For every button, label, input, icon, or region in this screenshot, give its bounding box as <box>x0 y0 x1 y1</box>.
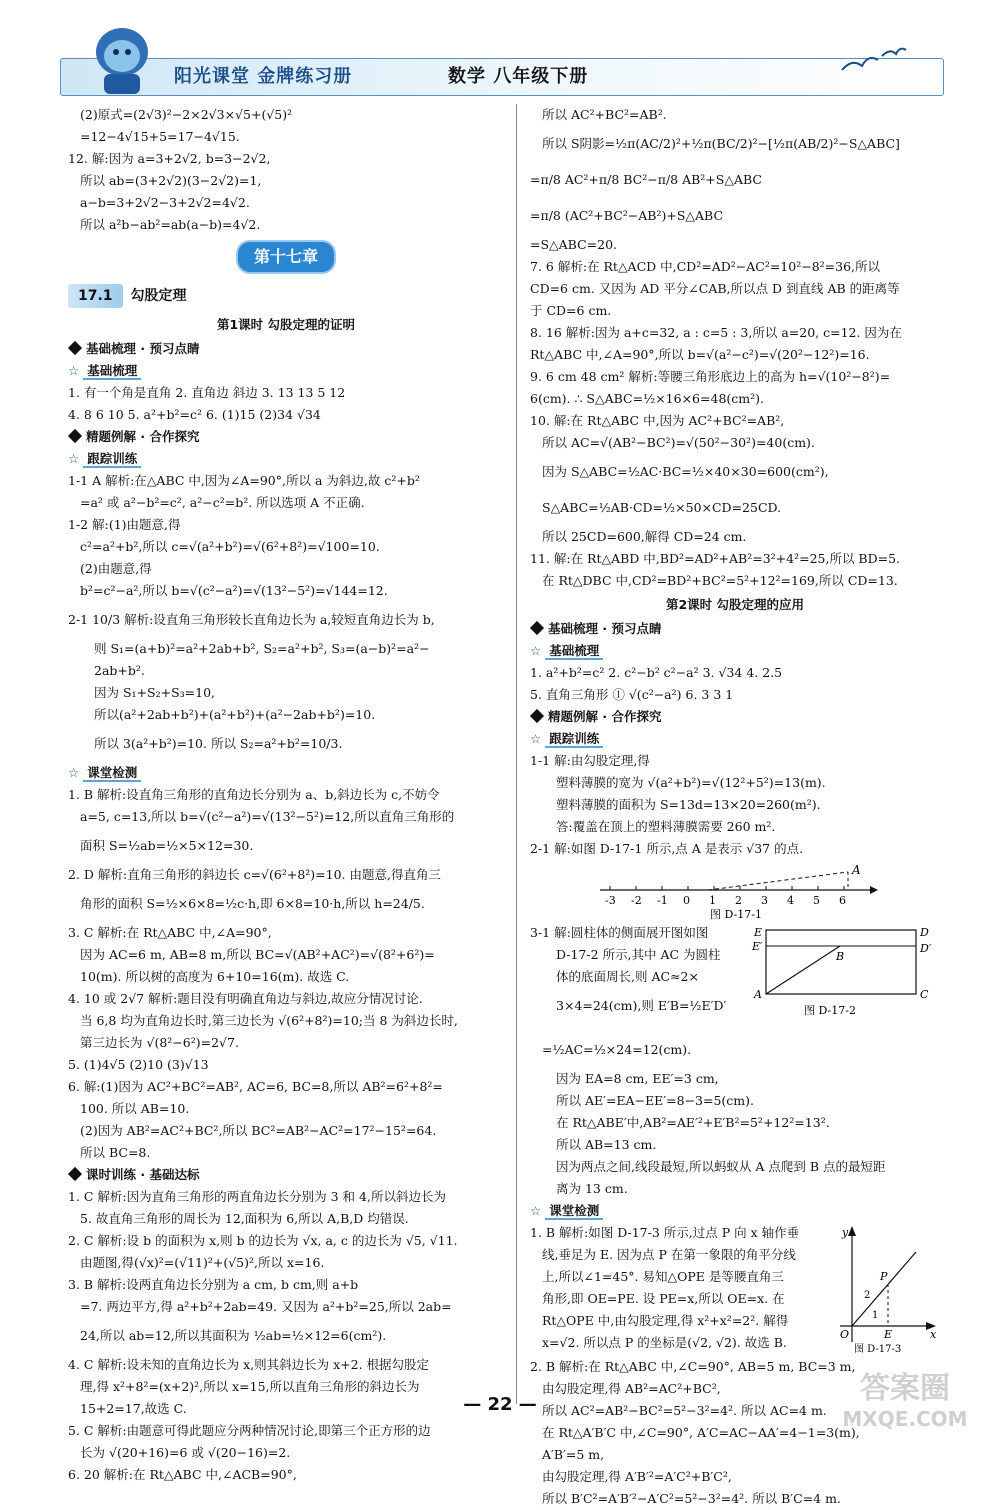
part-heading: 基础梳理 · 预习点睛 <box>68 338 504 360</box>
text-line: D-17-2 所示,其中 AC 为圆柱 <box>556 947 721 962</box>
axis-arrow-icon <box>870 886 878 894</box>
text-line: (2)因为 AB²=AC²+BC²,所以 BC²=AB²−AC²=17²−15²=64. <box>80 1123 437 1138</box>
text-line: 11. 解:在 Rt△ABD 中,BD²=AD²+AB²=3²+4²=25,所以 BD=5. <box>530 551 901 566</box>
column-divider <box>516 104 517 1404</box>
figure-caption: 图 D-17-2 <box>804 1004 856 1017</box>
label-e-prime: E′ <box>752 940 763 953</box>
bisector-line <box>852 1252 916 1326</box>
text-line: 由题图,得(√x)²=(√11)²+(√5)²,所以 x=16. <box>80 1255 325 1270</box>
text-line: 4. C 解析:设未知的直角边长为 x,则其斜边长为 x+2. 根据勾股定 <box>68 1357 430 1372</box>
text-line: 所以 AB=13 cm. <box>556 1137 657 1152</box>
text-line: (2)由题意,得 <box>80 561 152 576</box>
text-line: 因为 EA=8 cm, EE′=3 cm, <box>556 1071 719 1086</box>
tick-label: -2 <box>631 894 642 907</box>
label-d: D <box>920 926 929 939</box>
text-line: CD=6 cm. 又因为 AD 平分∠CAB,所以点 D 到直线 AB 的距离等 <box>530 281 900 296</box>
label-o: O <box>840 1328 850 1341</box>
text-line: 所以 25CD=600,解得 CD=24 cm. <box>542 529 747 544</box>
text-line: =½AC=½×24=12(cm). <box>542 1042 692 1057</box>
text-line: 上,所以∠1=45°. 易知△OPE 是等腰直角三 <box>542 1269 784 1284</box>
left-column <box>68 104 504 1486</box>
text-line: 在 Rt△A′B′C 中,∠C=90°, A′C=AC−AA′=4−1=3(m), <box>542 1425 860 1440</box>
text-line: 3×4=24(cm),则 E′B=½E′D′ <box>556 998 727 1013</box>
label-p: P <box>880 1270 888 1283</box>
text-line: c²=a²+b²,所以 c=√(a²+b²)=√(6²+8²)=√100=10. <box>80 539 380 554</box>
label-x: x <box>930 1328 937 1341</box>
text-line: 理,得 x²+8²=(x+2)²,所以 x=15,所以直角三角形的斜边长为 <box>80 1379 420 1394</box>
diamond-icon <box>68 1167 82 1181</box>
text-line: 15+2=17,故选 C. <box>80 1401 187 1416</box>
text-line: 所以 AE′=EA−EE′=8−3=5(cm). <box>556 1093 755 1108</box>
tick-label: 2 <box>735 894 742 907</box>
text-line: 角形的面积 S=½×6×8=½c·h,即 6×8=10·h,所以 h=24/5. <box>80 896 425 911</box>
text-line: 1-1 解:由勾股定理,得 <box>530 753 650 768</box>
text-line: 在 Rt△DBC 中,CD²=BD²+BC²=5²+12²=169,所以 CD=13. <box>542 573 898 588</box>
tick-label: 6 <box>839 894 846 907</box>
ab-line <box>766 946 840 994</box>
text-line: 体的底面周长,则 AC≈2× <box>556 969 699 984</box>
lesson-title: 第1课时 勾股定理的证明 <box>216 317 356 332</box>
text-line: 角形,即 OE=PE. 设 PE=x,所以 OE=x. 在 <box>542 1291 785 1306</box>
text-line: 所以 ab=(3+2√2)(3−2√2)=1, <box>80 173 262 188</box>
text-line: b²=c²−a²,所以 b=√(c²−a²)=√(13²−5²)=√144=12. <box>80 583 388 598</box>
text-line: 3. C 解析:在 Rt△ABC 中,∠A=90°, <box>68 925 272 940</box>
text-line: 24,所以 ab=12,所以其面积为 ½ab=½×12=6(cm²). <box>80 1328 387 1343</box>
text-line: 因为 S₁+S₂+S₃=10, <box>94 685 215 700</box>
right-column <box>530 104 940 1510</box>
text-line: 10(m). 所以树的高度为 6+10=16(m). 故选 C. <box>80 969 350 984</box>
text-line: 因为 AC=6 m, AB=8 m,所以 BC=√(AB²+AC²)=√(8²+6²)= <box>80 947 435 962</box>
text-line: 所以 AC²=AB²−BC²=5²−3²=4². 所以 AC=4 m. <box>542 1403 827 1418</box>
text-line: S△ABC=½AB·CD=½×50×CD=25CD. <box>542 500 782 515</box>
text-line: 答:覆盖在顶上的塑料薄膜需要 260 m². <box>556 819 776 834</box>
dashed-arc <box>708 872 848 890</box>
sub-heading: ☆ 基础梳理 <box>68 360 504 382</box>
text-line: 则 S₁=(a+b)²=a²+2ab+b², S₂=a²+b², S₃=(a−b)²=a²− <box>94 641 430 656</box>
diamond-icon <box>530 621 544 635</box>
problem-with-figure <box>530 1222 940 1356</box>
text-line: 5. (1)4√5 (2)10 (3)√13 <box>68 1057 209 1072</box>
text-line: 5. 直角三角形 ① √(c²−a²) 6. 3 3 1 <box>530 687 734 702</box>
text-line: A′B′=5 m, <box>542 1447 605 1462</box>
text-line: =S△ABC=20. <box>530 237 618 252</box>
label-e: E <box>754 926 763 939</box>
cylinder-net-svg <box>752 922 940 1032</box>
text-line: 7. 6 解析:在 Rt△ACD 中,CD²=AD²−AC²=10²−8²=36,所以 <box>530 259 881 274</box>
part-heading: 基础梳理 · 预习点睛 <box>530 618 940 640</box>
section-number: 17.1 <box>68 284 123 308</box>
coordinate-figure-svg <box>830 1222 940 1356</box>
figure-caption: 图 D-17-1 <box>710 908 762 921</box>
text-line: 1. B 解析:如图 D-17-3 所示,过点 P 向 x 轴作垂 <box>530 1225 800 1240</box>
text-line: 1. B 解析:设直角三角形的直角边长分别为 a、b,斜边长为 c,不妨令 <box>68 787 440 802</box>
text-line: =7. 两边平方,得 a²+b²+2ab=49. 又因为 a²+b²=25,所以 2ab= <box>80 1299 452 1314</box>
diamond-icon <box>68 341 82 355</box>
sub-heading: ☆ 跟踪训练 <box>530 728 940 750</box>
text-line: 4. 10 或 2√7 解析:题目没有明确直角边与斜边,故应分情况讨论. <box>68 991 423 1006</box>
text-line: 所以 3(a²+b²)=10. 所以 S₂=a²+b²=10/3. <box>94 736 343 751</box>
text-line: 因为 S△ABC=½AC·BC=½×40×30=600(cm²), <box>542 464 829 479</box>
text-line: 所以 S阴影=½π(AC/2)²+½π(BC/2)²−[½π(AB/2)²−S△ABC] <box>542 136 900 151</box>
text-line: 所以 a²b−ab²=ab(a−b)=4√2. <box>80 217 261 232</box>
tick-label: 1 <box>709 894 716 907</box>
text-line: (2)原式=(2√3)²−2×2√3×√5+(√5)² <box>80 107 293 122</box>
diamond-icon <box>530 709 544 723</box>
text-line: 于 CD=6 cm. <box>530 303 612 318</box>
part-heading: 精题例解 · 合作探究 <box>530 706 940 728</box>
text-line: 100. 所以 AB=10. <box>80 1101 190 1116</box>
part-heading: 精题例解 · 合作探究 <box>68 426 504 448</box>
figure-caption: 图 D-17-3 <box>854 1344 902 1355</box>
sub-heading: ☆ 基础梳理 <box>530 640 940 662</box>
subject-title: 数学 八年级下册 <box>448 66 589 87</box>
text-line: 6. 20 解析:在 Rt△ABC 中,∠ACB=90°, <box>68 1467 297 1482</box>
text-line: 长为 √(20+16)=6 或 √(20−16)=2. <box>80 1445 291 1460</box>
birds-icon <box>838 40 908 80</box>
text-line: 1-1 A 解析:在△ABC 中,因为∠A=90°,所以 a 为斜边,故 c²+b² <box>68 473 420 488</box>
text-line: =a² 或 a²−b²=c², a²−c²=b². 所以选项 A 不正确. <box>80 495 365 510</box>
star-icon: ☆ <box>530 643 542 658</box>
lesson-title: 第2课时 勾股定理的应用 <box>665 597 805 612</box>
y-arrow-icon <box>848 1226 856 1236</box>
diamond-icon <box>68 429 82 443</box>
problem-with-figure <box>530 922 940 1032</box>
text-line: 12. 解:因为 a=3+2√2, b=3−2√2, <box>68 151 271 166</box>
text-line: 所以 B′C²=A′B′²−A′C²=5²−3²=4². 所以 B′C=4 m. <box>542 1491 841 1506</box>
watermark <box>820 1371 990 1436</box>
text-line: 2. D 解析:直角三角形的斜边长 c=√(6²+8²)=10. 由题意,得直角三 <box>68 867 441 882</box>
section-title: 勾股定理 <box>130 288 187 304</box>
text-line: 6. 解:(1)因为 AC²+BC²=AB², AC=6, BC=8,所以 AB²=6²+8²= <box>68 1079 443 1094</box>
sub-heading: ☆ 课堂检测 <box>68 762 504 784</box>
star-icon: ☆ <box>530 1203 542 1218</box>
part-heading: 课时训练 · 基础达标 <box>68 1164 504 1186</box>
tick-label: -1 <box>657 894 668 907</box>
section-heading <box>68 280 504 312</box>
text-line: Rt△ABC 中,∠A=90°,所以 b=√(a²−c²)=√(20²−12²)=16. <box>530 347 870 362</box>
star-icon: ☆ <box>68 765 80 780</box>
series-title: 阳光课堂 金牌练习册 <box>174 66 353 87</box>
text-line: 由勾股定理,得 AB²=AC²+BC², <box>542 1381 721 1396</box>
text-line: 1. a²+b²=c² 2. c²−b² c²−a² 3. √34 4. 2.5 <box>530 665 783 680</box>
text-line: 所以(a²+2ab+b²)+(a²+b²)+(a²−2ab+b²)=10. <box>94 707 376 722</box>
text-line: 所以 AC=√(AB²−BC²)=√(50²−30²)=40(cm). <box>542 435 815 450</box>
chapter-title: 第十七章 <box>236 240 336 274</box>
tick-label: -3 <box>605 894 616 907</box>
text-line: a−b=3+2√2−3+2√2=4√2. <box>80 195 250 210</box>
text-line: =π/8 AC²+π/8 BC²−π/8 AB²+S△ABC <box>530 172 762 187</box>
mascot-icon <box>78 22 168 98</box>
text-line: 离为 13 cm. <box>556 1181 628 1196</box>
label-d-prime: D′ <box>920 942 932 955</box>
label-a: A <box>754 988 762 1001</box>
sub-heading: ☆ 课堂检测 <box>530 1200 940 1222</box>
text-line: 塑料薄膜的面积为 S=13d=13×20=260(m²). <box>556 797 821 812</box>
text-line: 3. B 解析:设两直角边长分别为 a cm, b cm,则 a+b <box>68 1277 359 1292</box>
star-icon: ☆ <box>68 451 80 466</box>
point-a-label: A <box>852 863 861 877</box>
text-line: Rt△OPE 中,由勾股定理,得 x²+x²=2². 解得 <box>542 1313 789 1328</box>
text-line: 2. C 解析:设 b 的面积为 x,则 b 的边长为 √x, a, c 的边长为 √5, √11. <box>68 1233 458 1248</box>
text-line: 塑料薄膜的宽为 √(a²+b²)=√(12²+5²)=13(m). <box>556 775 826 790</box>
star-icon: ☆ <box>530 731 542 746</box>
tick-label: 3 <box>761 894 768 907</box>
watermark-text: 答案圈 <box>860 1371 950 1406</box>
text-line: 1-2 解:(1)由题意,得 <box>68 517 181 532</box>
text-line: 10. 解:在 Rt△ABC 中,因为 AC²+BC²=AB², <box>530 413 785 428</box>
text-line: 2ab+b². <box>94 663 145 678</box>
text-line: 1. 有一个角是直角 2. 直角边 斜边 3. 13 13 5 12 <box>68 385 346 400</box>
text-line: 9. 6 cm 48 cm² 解析:等腰三角形底边上的高为 h=√(10²−8²)= <box>530 369 891 384</box>
label-1: 1 <box>872 1310 879 1321</box>
text-line: 面积 S=½ab=½×5×12=30. <box>80 838 254 853</box>
text-line: 2-1 10/3 解析:设直角三角形较长直角边长为 a,较短直角边长为 b, <box>68 612 435 627</box>
text-line: 8. 16 解析:因为 a+c=32, a : c=5 : 3,所以 a=20, c=12. 因为在 <box>530 325 902 340</box>
text-line: 第三边长为 √(8²−6²)=2√7. <box>80 1035 239 1050</box>
label-2: 2 <box>864 1290 871 1301</box>
text-line: 5. C 解析:由题意可得此题应分两种情况讨论,即第三个正方形的边 <box>68 1423 431 1438</box>
star-icon: ☆ <box>68 363 80 378</box>
label-y: y <box>842 1226 849 1239</box>
text-line: =π/8 (AC²+BC²−AB²)+S△ABC <box>530 208 724 223</box>
text-line: 当 6,8 均为直角边长时,第三边长为 √(6²+8²)=10;当 8 为斜边长时, <box>80 1013 458 1028</box>
label-b: B <box>836 950 845 963</box>
text-line: 2-1 解:如图 D-17-1 所示,点 A 是表示 √37 的点. <box>530 841 804 856</box>
figure-number-line <box>530 860 940 922</box>
text-line: 5. 故直角三角形的周长为 12,面积为 6,所以 A,B,D 均错误. <box>80 1211 409 1226</box>
text-line: 4. 8 6 10 5. a²+b²=c² 6. (1)15 (2)34 √34 <box>68 407 321 422</box>
label-c: C <box>920 988 929 1001</box>
tick-label: 4 <box>787 894 794 907</box>
text-line: a=5, c=13,所以 b=√(c²−a²)=√(13²−5²)=12,所以直角三角形的 <box>80 809 455 824</box>
text-line: 线,垂足为 E. 因为点 P 在第一象限的角平分线 <box>542 1247 796 1262</box>
page-number: — 22 — <box>463 1394 537 1415</box>
text-line: 3-1 解:圆柱体的侧面展开图如图 <box>530 925 709 940</box>
text-line: 所以 AC²+BC²=AB². <box>542 107 667 122</box>
sub-heading: ☆ 跟踪训练 <box>68 448 504 470</box>
number-line-svg <box>530 860 940 922</box>
text-line: 因为两点之间,线段最短,所以蚂蚁从 A 点爬到 B 点的最短距 <box>556 1159 886 1174</box>
text-line: 在 Rt△ABE′中,AB²=AE′²+E′B²=5²+12²=13². <box>556 1115 830 1130</box>
label-e: E <box>884 1328 893 1341</box>
tick-label: 5 <box>813 894 820 907</box>
text-line: x=√2. 所以点 P 的坐标是(√2, √2). 故选 B. <box>542 1335 787 1350</box>
chapter-banner <box>68 236 504 280</box>
text-line: 6(cm). ∴ S△ABC=½×16×6=48(cm²). <box>530 391 764 406</box>
watermark-url: MXQE.COM <box>842 1407 968 1431</box>
text-line: 所以 BC=8. <box>80 1145 151 1160</box>
text-line: 2. B 解析:在 Rt△ABC 中,∠C=90°, AB=5 m, BC=3 m, <box>530 1359 856 1374</box>
text-line: 由勾股定理,得 A′B′²=A′C²+B′C², <box>542 1469 732 1484</box>
text-line: 1. C 解析:因为直角三角形的两直角边长分别为 3 和 4,所以斜边长为 <box>68 1189 446 1204</box>
tick-label: 0 <box>683 894 690 907</box>
text-line: =12−4√15+5=17−4√15. <box>80 129 240 144</box>
